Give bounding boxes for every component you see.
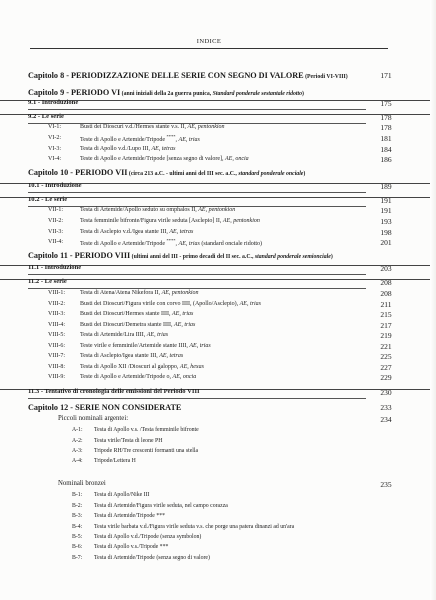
series-description: Testa femminile bifronte/Figura virile seduta [Asclepio] II, AE, pentonkion — [80, 218, 260, 224]
series-number: B-5: — [72, 534, 83, 540]
series-description: Testa virile/Testa di leone PH — [94, 438, 163, 444]
chapter-title: Capitolo 12 - SERIE NON CONSIDERATE — [28, 403, 182, 412]
toc-entry — [0, 264, 436, 273]
series-number: B-7: — [72, 555, 83, 561]
series-description: Busti dei Dioscuri/Hermes stante IIII, AE, trias — [80, 311, 194, 317]
series-number: VIII-2: — [48, 301, 65, 307]
group-title: Piccoli nominali argentei: — [58, 415, 129, 422]
page-number: 198 — [380, 228, 392, 237]
page-number: 193 — [380, 217, 392, 226]
series-description: Teste di Apollo e Artemide/Tripode ****, AE, trias — [80, 134, 200, 143]
chapter-title: Capitolo 8 - PERIODIZZAZIONE DELLE SERIE CON SEGNO DI VALORE (Periodi VI-VIII) — [28, 71, 348, 80]
page-number: 219 — [380, 331, 392, 340]
chapter-subtitle: (ultimi anni del III - primo decadi del II sec. a.C., standard ponderale semionciale) — [130, 254, 333, 260]
series-number: A-1: — [72, 427, 83, 433]
toc-entry — [0, 196, 436, 205]
series-description: Testa di Atena/Atena Nikefora II, AE, pentonkion — [80, 290, 199, 296]
toc-entry — [0, 278, 436, 287]
page-number: 215 — [380, 310, 392, 319]
page-number: 191 — [380, 206, 392, 215]
page-number: 189 — [380, 182, 392, 191]
page-number: 178 — [380, 123, 392, 132]
series-number: VIII-3: — [48, 311, 65, 317]
series-number: A-3: — [72, 448, 83, 454]
page-number: 229 — [380, 373, 392, 382]
series-description: Testa di Asclepio v.d./Igea stante III, AE, tetras — [80, 229, 194, 235]
page-number: 234 — [380, 415, 392, 424]
series-description: Testa di Artemide/Apollo seduto su omphalos II, AE, pentonkion — [80, 207, 236, 213]
series-number: VI-2: — [48, 135, 61, 141]
page-number: 211 — [380, 300, 392, 309]
page-number: 171 — [380, 71, 392, 80]
page-number: 217 — [380, 321, 392, 330]
series-number: VIII-7: — [48, 353, 65, 359]
series-description: Teste virile e femminile/Artemide stante IIII, AE, trias — [80, 343, 211, 349]
series-description: Busti dei Dioscuri/Figura virile con corvo IIII, (Apollo/Asclepio), AE, trias — [80, 301, 261, 307]
series-number: B-1: — [72, 492, 83, 498]
page-number: 175 — [380, 99, 392, 108]
series-description: Testa di Apollo v.d./Tripode (senza symbolon) — [94, 534, 202, 540]
group-title: Nominali bronzei — [58, 480, 106, 487]
section-title: 9.1 - Introduzione — [28, 99, 79, 106]
toc-entry — [0, 388, 436, 397]
series-number: VIII-9: — [48, 374, 65, 380]
header-title: INDICE — [196, 38, 222, 45]
page-number: 201 — [380, 238, 392, 247]
section-title: 11.1 - Introduzione — [28, 264, 82, 271]
series-description: Teste di Apollo e Artemide/Tripode o, AE, oncia — [80, 374, 197, 380]
page-number: 191 — [380, 196, 392, 205]
series-description: Teste di Apollo e Artemide/Tripode ****, AE, trias (standard onciale ridotto) — [80, 238, 263, 247]
series-number: VIII-4: — [48, 322, 65, 328]
toc-entry — [0, 99, 436, 108]
chapter-subtitle: (anni iniziali della 2a guerra punica, Standard ponderale sestantale ridotto) — [120, 91, 304, 97]
series-number: VII-1: — [48, 207, 63, 213]
series-description: Testa di Apollo/Nike III — [94, 492, 150, 498]
page-number: 186 — [380, 155, 392, 164]
series-number: VI-1: — [48, 124, 61, 130]
page-number: 184 — [380, 145, 392, 154]
series-number: A-4: — [72, 458, 83, 464]
running-header — [30, 38, 388, 49]
page-number: 230 — [380, 388, 392, 397]
chapter-title: Capitolo 10 - PERIODO VII (circa 213 a.C. - ultimi anni del III sec. a.C., standard ponderale onciale) — [28, 168, 306, 177]
series-number: VIII-8: — [48, 364, 65, 370]
page-number: 181 — [380, 134, 392, 143]
chapter-title: Capitolo 11 - PERIODO VIII (ultimi anni del III - primo decadi del II sec. a.C., standard ponderale semionciale) — [28, 251, 333, 260]
chapter-subtitle: (circa 213 a.C. - ultimi anni del III sec. a.C., standard ponderale onciale) — [127, 171, 306, 177]
series-description: Testa di Artemide/Tripode (senza segno di valore) — [94, 555, 210, 561]
divider-line — [28, 288, 366, 289]
series-description: Busti dei Dioscuri/Demetra stante IIII, AE, trias — [80, 322, 196, 328]
section-title: 10.1 - Introduzione — [28, 182, 82, 189]
page-number: 208 — [380, 278, 392, 287]
series-description: Testa di Artemide/Figura virile seduta, nel campo corazza — [94, 503, 228, 509]
series-description: Testa di Asclepio/Igea stante III, AE, tetras — [80, 353, 184, 359]
series-description: Testa di Artemide/Lira IIII, AE, trias — [80, 332, 169, 338]
series-description: Busti dei Dioscuri v.d./Hermes stante v.s. II, AE, pentonkion — [80, 124, 225, 130]
divider-line — [28, 274, 366, 275]
series-number: VIII-1: — [48, 290, 65, 296]
series-number: VIII-6: — [48, 343, 65, 349]
toc-entry — [0, 182, 436, 191]
series-description: Testa di Apollo v.s. /Testa femminile bifronte — [94, 427, 199, 433]
section-title: 9.2 - Le serie — [28, 113, 64, 120]
section-title: 10.2 - Le serie — [28, 196, 68, 203]
series-number: VI-4: — [48, 156, 61, 162]
series-number: VII-2: — [48, 218, 63, 224]
series-description: Testa di Apollo XII /Dioscuri al galoppo, AE, hexas — [80, 364, 204, 370]
toc-entry — [0, 113, 436, 122]
page-edge — [430, 0, 436, 600]
divider-line — [28, 109, 366, 110]
series-number: B-3: — [72, 513, 83, 519]
divider-line — [28, 192, 366, 193]
section-title: 11.3 - Tentativo di cronologia delle emissioni del Periodo VIII — [28, 388, 200, 395]
series-description: Tripode RH/Tre crescenti formanti una stella — [94, 448, 199, 454]
page-number: 208 — [380, 289, 392, 298]
series-description: Teste di Apollo e Artemide/Tripode [senza segno di valore], AE, oncia — [80, 156, 249, 162]
series-description: Testa di Apollo v.s./Tripode *** — [94, 544, 169, 550]
divider-line — [28, 398, 366, 399]
series-number: B-6: — [72, 544, 83, 550]
page-number: 225 — [380, 352, 392, 361]
page-number: 227 — [380, 363, 392, 372]
series-number: VII-4: — [48, 239, 63, 245]
page-number: 203 — [380, 264, 392, 273]
page-number: 178 — [380, 113, 392, 122]
page-number: 221 — [380, 342, 392, 351]
series-description: Tripode/Lettera H — [94, 458, 136, 464]
series-number: VIII-5: — [48, 332, 65, 338]
series-number: A-2: — [72, 438, 83, 444]
chapter-subtitle: (Periodi VI-VIII) — [303, 74, 348, 80]
page-number: 233 — [380, 403, 392, 412]
section-title: 11.2 - Le serie — [28, 278, 67, 285]
series-number: B-2: — [72, 503, 83, 509]
series-description: Testa virile barbata v.d./Figura virile seduta v.s. che porge una patera dinanzi ad un'ara — [94, 524, 295, 530]
series-number: VII-3: — [48, 229, 63, 235]
chapter-title: Capitolo 9 - PERIODO VI (anni iniziali della 2a guerra punica, Standard ponderale sestantale ridotto) — [28, 88, 304, 97]
page-number: 235 — [380, 480, 392, 489]
series-description: Testa di Apollo v.d./Lupo III, AE, tetras — [80, 146, 176, 152]
series-description: Testa di Artemide/Tripode *** — [94, 513, 166, 519]
series-number: B-4: — [72, 524, 83, 530]
series-number: VI-3: — [48, 146, 61, 152]
